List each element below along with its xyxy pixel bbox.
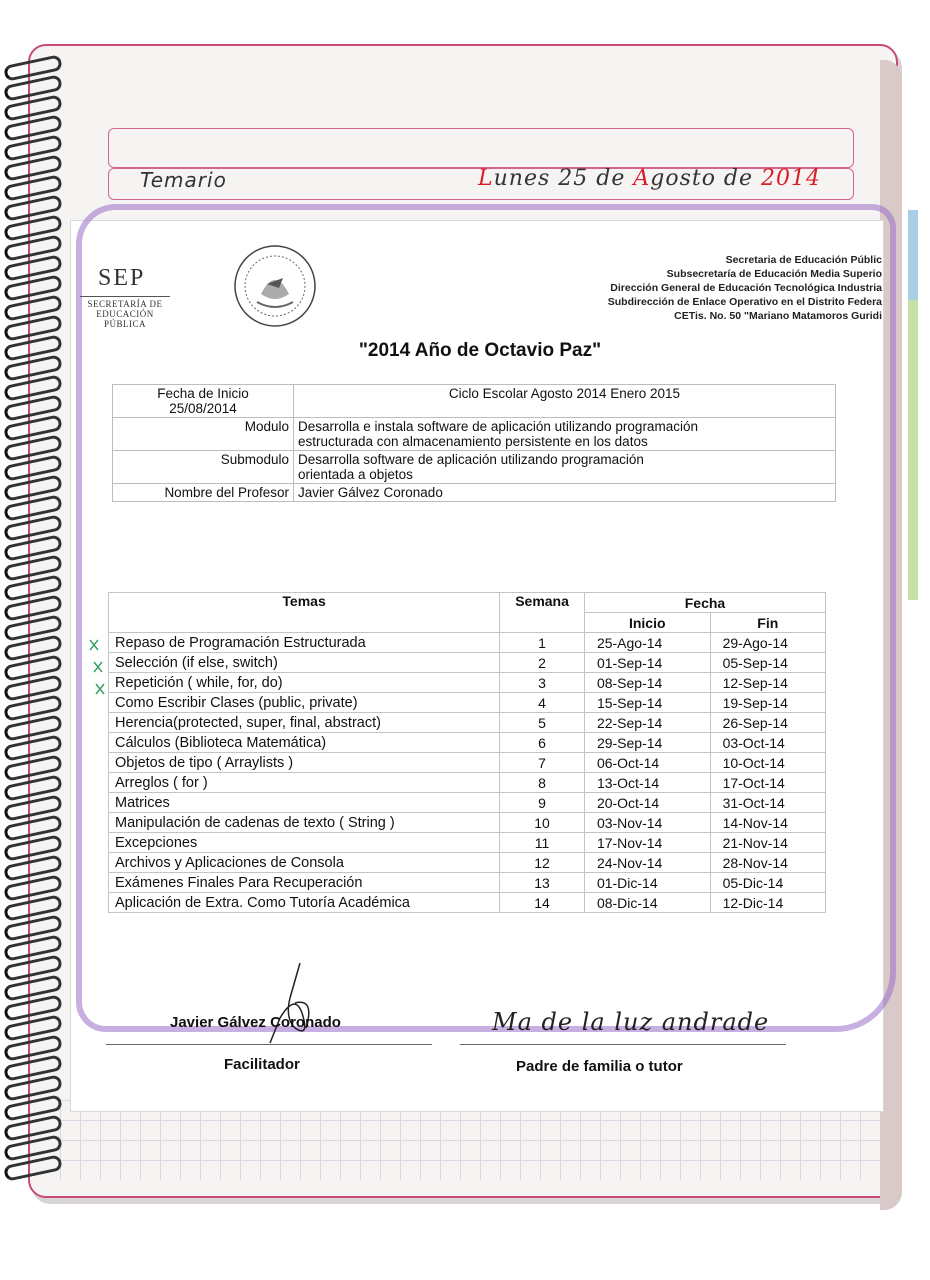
- topic-cell: Cálculos (Biblioteca Matemática): [109, 733, 500, 753]
- module-value-line2: estructurada con almacenamiento persistente en los datos: [298, 434, 648, 449]
- table-row: [109, 873, 826, 893]
- start-date-cell: 22-Sep-14: [584, 713, 710, 733]
- col-start: Inicio: [584, 613, 710, 633]
- week-cell: 11: [500, 833, 585, 853]
- start-date-label: Fecha de Inicio: [157, 386, 249, 401]
- end-date-cell: 29-Ago-14: [710, 633, 825, 653]
- date-month-initial: A: [633, 166, 651, 191]
- parent-role: Padre de familia o tutor: [516, 1058, 683, 1075]
- start-date-cell: 01-Dic-14: [584, 873, 710, 893]
- facilitator-signature-line: [106, 1044, 432, 1045]
- agency-block: [608, 253, 882, 323]
- topic-cell: Selección (if else, switch): [109, 653, 500, 673]
- facilitator-signature-icon: [240, 958, 360, 1048]
- agency-line: Secretaria de Educación Públic: [725, 254, 882, 266]
- sep-logo-name: SEP: [98, 265, 146, 291]
- professor-label: Nombre del Profesor: [113, 484, 294, 502]
- notebook-tab-blue: [908, 210, 918, 300]
- submodule-value-line2: orientada a objetos: [298, 467, 413, 482]
- start-date-cell: 15-Sep-14: [584, 693, 710, 713]
- end-date-cell: 19-Sep-14: [710, 693, 825, 713]
- topic-cell: Excepciones: [109, 833, 500, 853]
- start-date-cell: 24-Nov-14: [584, 853, 710, 873]
- week-cell: 12: [500, 853, 585, 873]
- start-date-cell: 13-Oct-14: [584, 773, 710, 793]
- start-date-cell: 29-Sep-14: [584, 733, 710, 753]
- table-row: [109, 653, 826, 673]
- week-cell: 5: [500, 713, 585, 733]
- start-date-cell: 08-Sep-14: [584, 673, 710, 693]
- sep-logo-subtitle-line2: EDUCACIÓN PÚBLICA: [96, 309, 154, 329]
- week-cell: 2: [500, 653, 585, 673]
- end-date-cell: 12-Dic-14: [710, 893, 825, 913]
- table-row: [109, 713, 826, 733]
- date-year: 2014: [761, 166, 822, 191]
- course-info-table: [112, 384, 836, 502]
- table-row: [109, 853, 826, 873]
- table-row: [109, 833, 826, 853]
- submodule-label: Submodulo: [113, 451, 294, 484]
- col-date: Fecha: [584, 593, 825, 613]
- notebook-header-band: [108, 128, 854, 168]
- end-date-cell: 10-Oct-14: [710, 753, 825, 773]
- topic-cell: Herencia(protected, super, final, abstract): [109, 713, 500, 733]
- facilitator-role: Facilitador: [224, 1056, 300, 1073]
- week-cell: 8: [500, 773, 585, 793]
- topic-cell: Arreglos ( for ): [109, 773, 500, 793]
- facilitator-name: Javier Gálvez Coronado: [170, 1014, 341, 1031]
- start-date-cell: 17-Nov-14: [584, 833, 710, 853]
- table-row: [109, 813, 826, 833]
- col-end: Fin: [710, 613, 825, 633]
- start-date-value: 25/08/2014: [169, 401, 237, 416]
- date-middle: unes 25 de: [493, 166, 634, 191]
- start-date-cell: 06-Oct-14: [584, 753, 710, 773]
- date-month-rest: gosto de: [650, 166, 762, 191]
- table-row: [109, 793, 826, 813]
- end-date-cell: 05-Sep-14: [710, 653, 825, 673]
- professor-value: Javier Gálvez Coronado: [294, 484, 836, 502]
- end-date-cell: 26-Sep-14: [710, 713, 825, 733]
- handwritten-check-icon: [86, 632, 110, 712]
- topic-cell: Objetos de tipo ( Arraylists ): [109, 753, 500, 773]
- sep-logo-subtitle: [80, 296, 170, 329]
- topic-cell: Repetición ( while, for, do): [109, 673, 500, 693]
- table-row: [109, 753, 826, 773]
- week-cell: 14: [500, 893, 585, 913]
- sep-logo: [87, 265, 170, 329]
- table-row: [109, 693, 826, 713]
- end-date-cell: 05-Dic-14: [710, 873, 825, 893]
- start-date-cell: 03-Nov-14: [584, 813, 710, 833]
- topic-cell: Manipulación de cadenas de texto ( String ): [109, 813, 500, 833]
- week-cell: 9: [500, 793, 585, 813]
- school-cycle: Ciclo Escolar Agosto 2014 Enero 2015: [294, 385, 836, 418]
- start-date-cell: 20-Oct-14: [584, 793, 710, 813]
- module-value: [294, 418, 836, 451]
- parent-signature: [492, 1008, 792, 1052]
- topic-cell: Aplicación de Extra. Como Tutoría Académica: [109, 893, 500, 913]
- start-date-cell: 25-Ago-14: [584, 633, 710, 653]
- week-cell: 3: [500, 673, 585, 693]
- week-cell: 1: [500, 633, 585, 653]
- sep-logo-subtitle-line1: SECRETARÍA DE: [87, 299, 163, 309]
- submodule-value: [294, 451, 836, 484]
- table-row: [109, 773, 826, 793]
- col-topics: Temas: [109, 593, 500, 633]
- national-seal-icon: [233, 244, 317, 328]
- module-value-line1: Desarrolla e instala software de aplicación utilizando programación: [298, 419, 698, 434]
- agency-line: Subdirección de Enlace Operativo en el Distrito Federa: [607, 296, 882, 308]
- topics-table: [108, 592, 826, 913]
- agency-line: Subsecretaría de Educación Media Superio: [666, 268, 882, 280]
- end-date-cell: 31-Oct-14: [710, 793, 825, 813]
- date-initial: L: [478, 166, 494, 191]
- table-row: [109, 733, 826, 753]
- end-date-cell: 28-Nov-14: [710, 853, 825, 873]
- table-row: [109, 673, 826, 693]
- week-cell: 7: [500, 753, 585, 773]
- start-date-cell: 01-Sep-14: [584, 653, 710, 673]
- spiral-binding: [0, 60, 60, 1190]
- document-title: "2014 Año de Octavio Paz": [358, 340, 602, 361]
- parent-signature-text: Ma de la luz andrade: [492, 1008, 770, 1036]
- submodule-value-line1: Desarrolla software de aplicación utilizando programación: [298, 452, 644, 467]
- handwritten-temario: Temario: [140, 168, 227, 192]
- end-date-cell: 12-Sep-14: [710, 673, 825, 693]
- topic-cell: Archivos y Aplicaciones de Consola: [109, 853, 500, 873]
- topic-cell: Repaso de Programación Estructurada: [109, 633, 500, 653]
- col-week: Semana: [500, 593, 585, 633]
- table-row: [109, 893, 826, 913]
- notebook-grid: [60, 1100, 880, 1180]
- week-cell: 6: [500, 733, 585, 753]
- handwritten-date: [478, 166, 821, 191]
- parent-signature-line: [460, 1044, 786, 1045]
- start-date-cell: 08-Dic-14: [584, 893, 710, 913]
- agency-line: Dirección General de Educación Tecnológica Industria: [610, 282, 882, 294]
- module-label: Modulo: [113, 418, 294, 451]
- end-date-cell: 14-Nov-14: [710, 813, 825, 833]
- week-cell: 4: [500, 693, 585, 713]
- agency-line: CETis. No. 50 "Mariano Matamoros Guridi: [674, 310, 882, 322]
- start-date-cell: [113, 385, 294, 418]
- end-date-cell: 03-Oct-14: [710, 733, 825, 753]
- topic-cell: Matrices: [109, 793, 500, 813]
- topic-cell: Exámenes Finales Para Recuperación: [109, 873, 500, 893]
- topic-cell: Como Escribir Clases (public, private): [109, 693, 500, 713]
- week-cell: 10: [500, 813, 585, 833]
- table-row: [109, 633, 826, 653]
- end-date-cell: 17-Oct-14: [710, 773, 825, 793]
- end-date-cell: 21-Nov-14: [710, 833, 825, 853]
- week-cell: 13: [500, 873, 585, 893]
